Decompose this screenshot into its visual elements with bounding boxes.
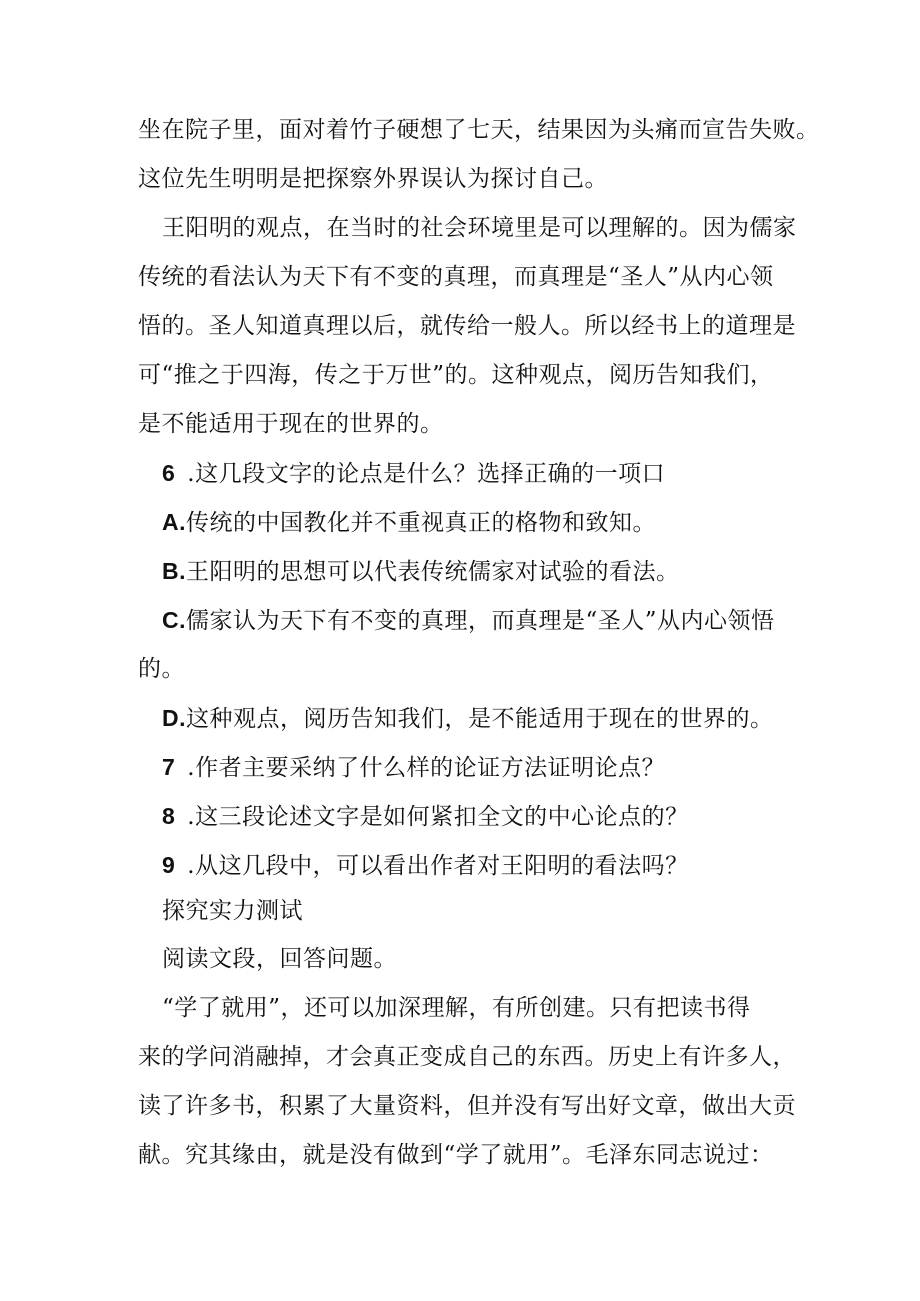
option-label: B. bbox=[162, 558, 186, 584]
question-number: 7 bbox=[162, 754, 176, 780]
question-text: .从这几段中，可以看出作者对王阳明的看法吗？ bbox=[187, 853, 689, 879]
section-instruction: 阅读文段，回答问题。 bbox=[162, 946, 397, 972]
passage-line: 献。究其缘由，就是没有做到“学了就用”。毛泽东同志说过： bbox=[138, 1142, 774, 1168]
option-d bbox=[162, 703, 822, 734]
option-text: 传统的中国教化并不重视真正的格物和致知。 bbox=[186, 510, 656, 536]
passage-line: 读了许多书，积累了大量资料，但并没有写出好文章，做出大贡 bbox=[138, 1093, 796, 1119]
passage-line: 来的学问消融掉，才会真正变成自己的东西。历史上有许多人， bbox=[138, 1044, 796, 1070]
paragraph-line: 坐在院子里，面对着竹子硬想了七天，结果因为头痛而宣告失败。 bbox=[138, 117, 820, 143]
option-label: C. bbox=[162, 607, 186, 633]
question-text: .作者主要采纳了什么样的论证方法证明论点？ bbox=[187, 755, 666, 781]
option-label: A. bbox=[162, 509, 186, 535]
paragraph-line: 悟的。圣人知道真理以后，就传给一般人。所以经书上的道理是 bbox=[138, 313, 796, 339]
question-number: 9 bbox=[162, 852, 176, 878]
question-number: 6 bbox=[162, 460, 176, 486]
option-a bbox=[162, 507, 822, 538]
option-c bbox=[162, 605, 822, 636]
paragraph-line: 这位先生明明是把探察外界误认为探讨自己。 bbox=[138, 166, 608, 192]
option-c-continuation: 的。 bbox=[138, 656, 185, 682]
question-7 bbox=[162, 752, 822, 783]
option-text: 王阳明的思想可以代表传统儒家对试验的看法。 bbox=[186, 559, 680, 585]
paragraph-line: 传统的看法认为天下有不变的真理，而真理是“圣人”从内心领 bbox=[138, 264, 774, 290]
option-b bbox=[162, 556, 822, 587]
question-6 bbox=[162, 458, 822, 489]
option-label: D. bbox=[162, 705, 186, 731]
question-text: .这几段文字的论点是什么？选择正确的一项口 bbox=[187, 461, 666, 487]
question-number: 8 bbox=[162, 803, 176, 829]
question-text: .这三段论述文字是如何紧扣全文的中心论点的？ bbox=[187, 804, 689, 830]
passage-line: “学了就用”，还可以加深理解，有所创建。只有把读书得 bbox=[162, 995, 751, 1021]
option-text: 儒家认为天下有不变的真理，而真理是“圣人”从内心领悟 bbox=[186, 608, 775, 634]
paragraph-line: 王阳明的观点，在当时的社会环境里是可以理解的。因为儒家 bbox=[162, 215, 797, 241]
section-title: 探究实力测试 bbox=[162, 898, 303, 924]
paragraph-line: 是不能适用于现在的世界的。 bbox=[138, 411, 444, 437]
question-8 bbox=[162, 801, 822, 832]
question-9 bbox=[162, 850, 822, 881]
option-text: 这种观点，阅历告知我们，是不能适用于现在的世界的。 bbox=[186, 706, 774, 732]
paragraph-line: 可“推之于四海，传之于万世”的。这种观点，阅历告知我们， bbox=[138, 362, 774, 388]
